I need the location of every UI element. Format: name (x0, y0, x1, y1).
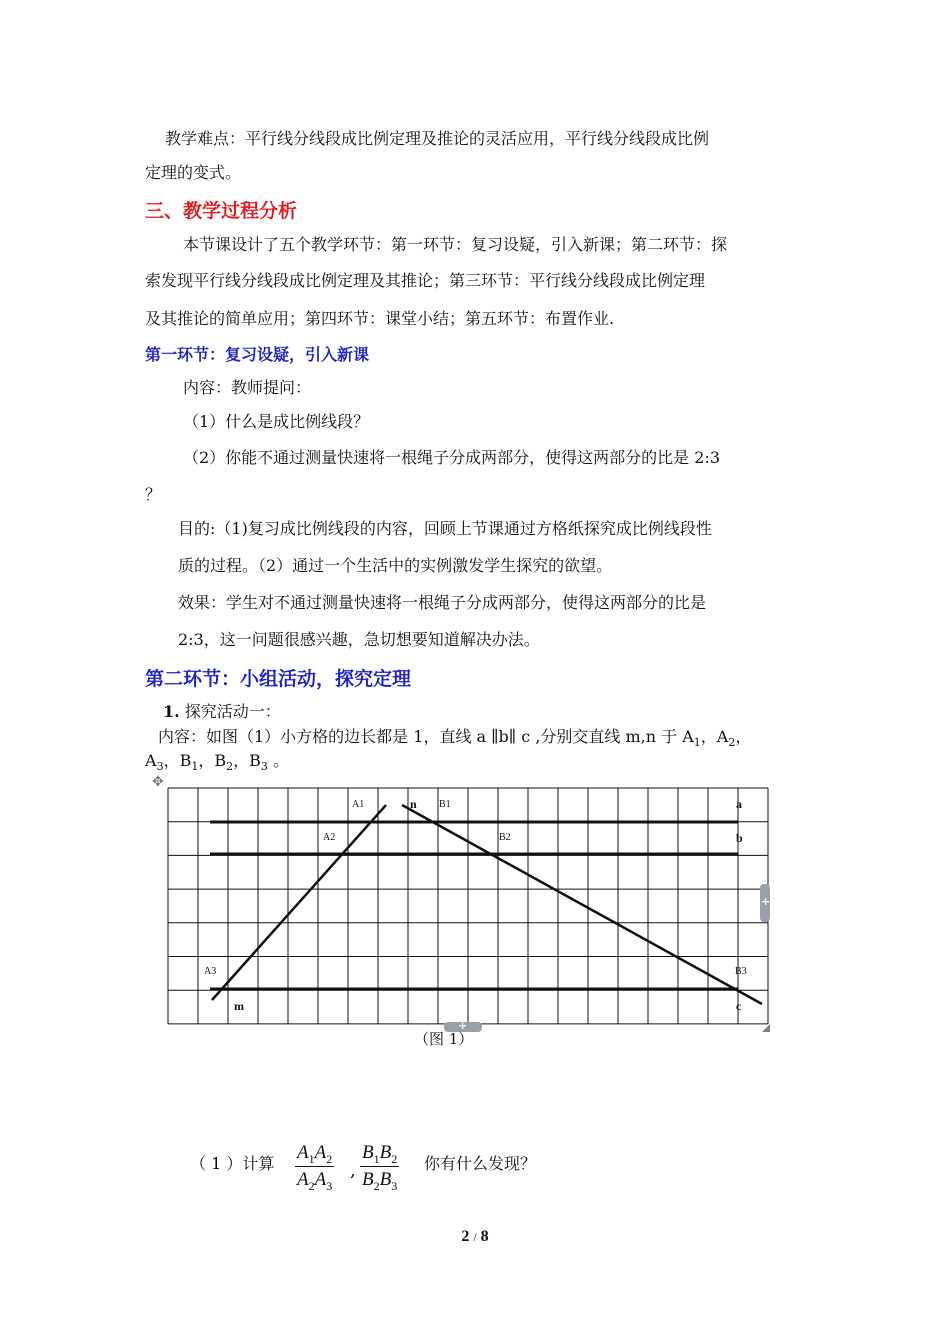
frac-b-den-1: B (362, 1169, 374, 1190)
step-1-question-2-tail: ？ (145, 485, 162, 504)
line-m (212, 805, 386, 1000)
label-B1: B1 (439, 799, 451, 810)
question-prefix: （ 1 ）计算 (190, 1154, 275, 1173)
label-A1: A1 (352, 799, 365, 810)
frac-b-num-1: B (362, 1142, 374, 1163)
content-sep: ，A (700, 727, 729, 746)
step-1-question-2: （2）你能不通过测量快速将一根绳子分成两部分，使得这两部分的比是 2:3 (183, 448, 721, 467)
activity-content-line-2: $A_3$，$B_1$，$B_2$，$B_3$ 。 (145, 751, 289, 774)
frac-a-den-1: A (297, 1169, 309, 1190)
fraction-a: $A_1A_2$ $A_2A_3$ (297, 1142, 333, 1193)
frac-b-den-2: B (379, 1169, 392, 1190)
point-b2: B (214, 751, 227, 770)
step-1-question-1: （1）什么是成比例线段？ (183, 412, 370, 431)
plus-icon: + (458, 1019, 468, 1032)
table-resize-handle-icon[interactable] (762, 1024, 770, 1032)
step-1-effect-line-1: 效果：学生对不通过测量快速将一根绳子分成两部分，使得这两部分的比是 (178, 593, 707, 612)
table-add-column-handle[interactable] (760, 884, 770, 922)
content-end: 。 (267, 751, 289, 770)
frac-a-num-1: A (297, 1142, 309, 1163)
activity-label (163, 701, 281, 723)
section-3-heading: 三、教学过程分析 (145, 200, 298, 222)
frac-b-num-2: B (379, 1142, 392, 1163)
label-c: c (736, 999, 742, 1013)
figure-caption: （图 1） (414, 1030, 474, 1048)
plus-icon: + (761, 895, 771, 908)
step-1-heading: 第一环节：复习设疑，引入新课 (145, 345, 370, 364)
figure-1 (148, 772, 778, 1032)
label-m: m (234, 999, 244, 1013)
fraction-b: $B_1B_2$ $B_2B_3$ (362, 1142, 398, 1193)
label-A2: A2 (323, 832, 336, 843)
table-move-handle-icon[interactable]: ✥ (152, 774, 164, 790)
step-1-purpose-line-2: 质的过程。（2）通过一个生活中的实例激发学生探究的欲望。 (178, 556, 613, 575)
activity-text: 探究活动一： (179, 702, 281, 721)
difficulty-line-2: 定理的变式。 (145, 163, 242, 182)
overview-line-2: 索发现平行线分线段成比例定理及其推论；第三环节：平行线分线段成比例定理 (145, 271, 706, 290)
label-b: b (736, 831, 743, 845)
overview-line-1: 本节课设计了五个教学环节：第一环节：复习设疑，引入新课；第二环节：探 (183, 235, 728, 254)
label-n: n (410, 797, 417, 811)
label-A3: A3 (204, 966, 217, 977)
overview-line-3: 及其推论的简单应用；第四环节：课堂小结；第五环节：布置作业. (145, 309, 615, 328)
point-a3: A (145, 751, 157, 770)
label-B3: B3 (735, 966, 747, 977)
frac-a-num-2: A (314, 1142, 327, 1163)
label-B2: B2 (499, 832, 511, 843)
point-b1: B (179, 751, 192, 770)
activity-content-line-1: 内容：如图（1）小方格的边长都是 1，直线 a ∥b∥ c ,分别交直线 m,n 于 $A_1$，$A_2$， (158, 727, 752, 750)
page-current: 2 (461, 1228, 470, 1245)
question-suffix: 你有什么发现？ (424, 1154, 537, 1173)
page-slash: / (473, 1230, 477, 1244)
label-a: a (736, 797, 742, 811)
content-comma: ， (735, 727, 752, 746)
step-2-heading: 第二环节：小组活动，探究定理 (145, 668, 412, 690)
frac-a-den-2: A (314, 1169, 327, 1190)
content-text: 内容：如图（1）小方格的边长都是 1，直线 a ∥b∥ c ,分别交直线 m,n 于 A (158, 727, 694, 746)
activity-number: 1. (163, 702, 180, 721)
fraction-comma: , (350, 1160, 356, 1181)
step-1-purpose-line-1: 目的:（1)复习成比例线段的内容，回顾上节课通过方格纸探究成比例线段性 (178, 519, 712, 538)
page-total: 8 (480, 1228, 489, 1245)
page-number (0, 1228, 950, 1246)
step-1-effect-line-2: 2:3，这一问题很感兴趣，急切想要知道解决办法。 (178, 630, 540, 649)
grid-figure-svg (148, 772, 778, 1032)
difficulty-line-1: 教学难点：平行线分线段成比例定理及推论的灵活应用，平行线分线段成比例 (165, 129, 710, 148)
step-1-content: 内容：教师提问： (183, 378, 312, 397)
point-b3: B (249, 751, 261, 770)
